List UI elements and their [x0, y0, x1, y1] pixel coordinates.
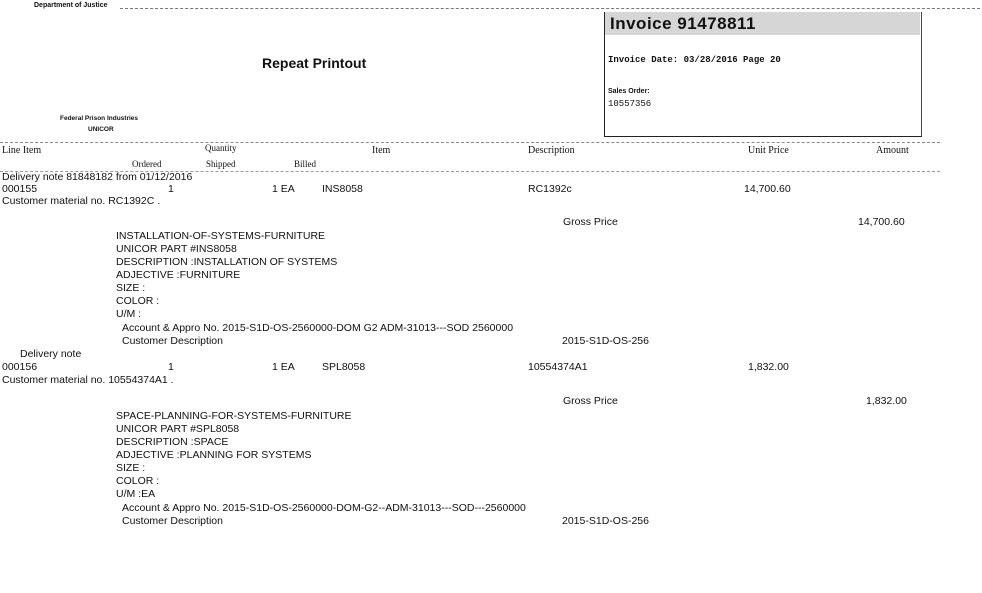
- delivery-note: Delivery note 81848182 from 01/12/2016: [2, 171, 193, 183]
- col-amount: Amount: [876, 145, 909, 156]
- gross-price-label: Gross Price: [563, 395, 618, 407]
- item-detail: ADJECTIVE :PLANNING FOR SYSTEMS: [116, 449, 312, 461]
- item-code: SPL8058: [322, 361, 366, 373]
- customer-material: Customer material no. 10554374A1 .: [2, 374, 174, 386]
- item-detail: ADJECTIVE :FURNITURE: [116, 269, 241, 281]
- gross-price-label: Gross Price: [563, 216, 618, 228]
- gross-price-amount: 1,832.00: [866, 395, 907, 407]
- col-billed: Billed: [294, 159, 316, 169]
- top-divider: [120, 8, 980, 9]
- col-item: Item: [372, 145, 391, 156]
- col-quantity: Quantity: [205, 143, 237, 153]
- item-description: 10554374A1: [528, 361, 588, 373]
- unit-price: 14,700.60: [744, 183, 791, 195]
- item-detail: DESCRIPTION :INSTALLATION OF SYSTEMS: [116, 256, 338, 268]
- line-item-number: 000156: [2, 361, 38, 373]
- account-appro: Account & Appro No. 2015-S1D-OS-2560000-DOM G2 ADM-31013---SOD 2560000: [122, 322, 514, 334]
- item-detail: INSTALLATION-OF-SYSTEMS-FURNITURE: [116, 230, 326, 242]
- invoice-title: Invoice 91478811: [610, 14, 757, 33]
- sales-order-label: Sales Order:: [608, 88, 650, 95]
- qty-ordered: 1: [168, 361, 174, 373]
- customer-material: Customer material no. RC1392C .: [2, 195, 161, 207]
- department-label: Department of Justice: [34, 2, 108, 9]
- page-title: Repeat Printout: [262, 55, 367, 71]
- account-appro: Account & Appro No. 2015-S1D-OS-2560000-DOM-G2--ADM-31013---SOD---2560000: [122, 502, 526, 514]
- item-detail: UNICOR PART #SPL8058: [116, 423, 240, 435]
- customer-description-label: Customer Description: [122, 515, 223, 527]
- qty-billed: 1 EA: [272, 361, 295, 373]
- customer-description-value: 2015-S1D-OS-256: [562, 335, 649, 347]
- item-detail: COLOR :: [116, 475, 160, 487]
- col-ordered: Ordered: [132, 159, 162, 169]
- qty-billed: 1 EA: [272, 183, 295, 195]
- col-description: Description: [528, 145, 575, 156]
- item-detail: SIZE :: [116, 462, 146, 474]
- unicor-label: UNICOR: [88, 126, 114, 133]
- col-shipped: Shipped: [206, 159, 236, 169]
- customer-description-label: Customer Description: [122, 335, 223, 347]
- item-detail: U/M :: [116, 308, 142, 320]
- item-detail: SPACE-PLANNING-FOR-SYSTEMS-FURNITURE: [116, 410, 352, 422]
- customer-description-value: 2015-S1D-OS-256: [562, 515, 649, 527]
- item-description: RC1392c: [528, 183, 572, 195]
- line-item-number: 000155: [2, 183, 38, 195]
- item-detail: UNICOR PART #INS8058: [116, 243, 237, 255]
- item-code: INS8058: [322, 183, 363, 195]
- col-line-item: Line Item: [2, 145, 42, 156]
- item-detail: U/M :EA: [116, 488, 156, 500]
- gross-price-amount: 14,700.60: [858, 216, 905, 228]
- item-detail: COLOR :: [116, 295, 160, 307]
- org-name: Federal Prison Industries: [60, 115, 139, 122]
- col-unit-price: Unit Price: [748, 145, 789, 156]
- sales-order-number: 10557356: [608, 99, 652, 109]
- invoice-date-line: Invoice Date: 03/28/2016 Page 20: [608, 55, 781, 65]
- item-detail: SIZE :: [116, 282, 146, 294]
- header-divider: [0, 142, 940, 143]
- item-detail: DESCRIPTION :SPACE: [116, 436, 229, 448]
- delivery-note: Delivery note: [20, 348, 82, 360]
- qty-ordered: 1: [168, 183, 174, 195]
- unit-price: 1,832.00: [748, 361, 789, 373]
